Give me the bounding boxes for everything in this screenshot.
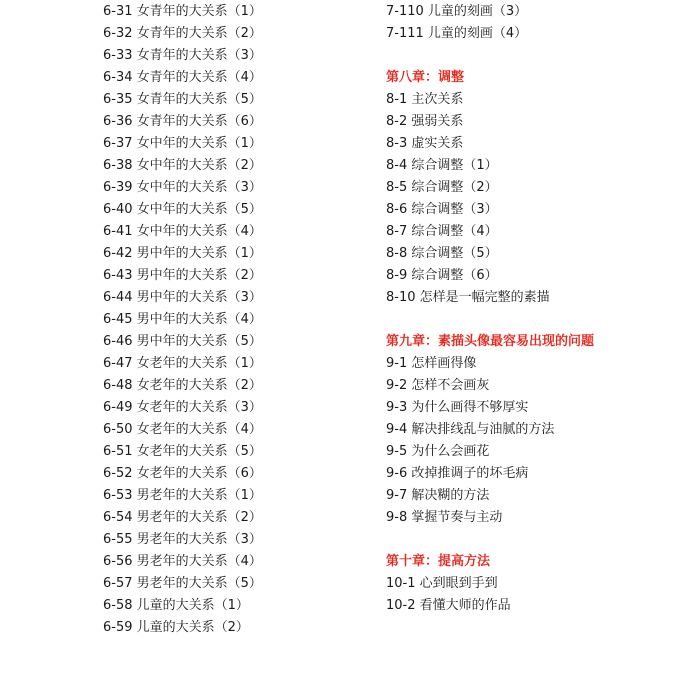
list-item: 9-6 改掉推调子的坏毛病 [386, 466, 529, 481]
list-item: 6-39 女中年的大关系（3） [103, 180, 262, 195]
list-item: 8-5 综合调整（2） [386, 180, 498, 195]
list-item: 7-110 儿童的刻画（3） [386, 4, 528, 19]
list-item: 6-38 女中年的大关系（2） [103, 158, 262, 173]
list-item: 9-5 为什么会画花 [386, 444, 490, 459]
list-item: 6-43 男中年的大关系（2） [103, 268, 262, 283]
list-item: 8-2 强弱关系 [386, 114, 464, 129]
list-item: 6-32 女青年的大关系（2） [103, 26, 262, 41]
section-spacer [386, 45, 594, 67]
list-item: 8-1 主次关系 [386, 92, 464, 107]
list-item: 8-8 综合调整（5） [386, 246, 498, 261]
list-item: 9-8 掌握节奏与主动 [386, 510, 503, 525]
list-item: 6-49 女老年的大关系（3） [103, 400, 262, 415]
right-contents-column [386, 1, 594, 617]
list-item: 6-45 男中年的大关系（4） [103, 312, 262, 327]
list-item: 6-37 女中年的大关系（1） [103, 136, 262, 151]
list-item: 6-53 男老年的大关系（1） [103, 488, 262, 503]
list-item: 6-36 女青年的大关系（6） [103, 114, 262, 129]
list-item: 6-44 男中年的大关系（3） [103, 290, 262, 305]
list-item: 9-2 怎样不会画灰 [386, 378, 490, 393]
left-contents-column [103, 1, 262, 639]
list-item: 9-3 为什么画得不够厚实 [386, 400, 529, 415]
chapter-heading-10: 第十章：提高方法 [386, 554, 491, 569]
list-item: 6-34 女青年的大关系（4） [103, 70, 262, 85]
list-item: 6-50 女老年的大关系（4） [103, 422, 262, 437]
list-item: 8-4 综合调整（1） [386, 158, 498, 173]
list-item: 6-46 男中年的大关系（5） [103, 334, 262, 349]
section-spacer [386, 529, 594, 551]
list-item: 8-9 综合调整（6） [386, 268, 498, 283]
list-item: 6-58 儿童的大关系（1） [103, 598, 249, 613]
list-item: 9-1 怎样画得像 [386, 356, 477, 371]
list-item: 6-48 女老年的大关系（2） [103, 378, 262, 393]
list-item: 6-51 女老年的大关系（5） [103, 444, 262, 459]
list-item: 8-6 综合调整（3） [386, 202, 498, 217]
list-item: 6-57 男老年的大关系（5） [103, 576, 262, 591]
list-item: 6-31 女青年的大关系（1） [103, 4, 262, 19]
list-item: 9-4 解决排线乱与油腻的方法 [386, 422, 555, 437]
list-item: 6-52 女老年的大关系（6） [103, 466, 262, 481]
section-spacer [386, 309, 594, 331]
list-item: 8-7 综合调整（4） [386, 224, 498, 239]
chapter-heading-9: 第九章：素描头像最容易出现的问题 [386, 334, 595, 349]
list-item: 6-40 女中年的大关系（5） [103, 202, 262, 217]
chapter-heading-8: 第八章：调整 [386, 70, 465, 85]
list-item: 10-1 心到眼到手到 [386, 576, 498, 591]
list-item: 8-10 怎样是一幅完整的素描 [386, 290, 550, 305]
list-item: 6-42 男中年的大关系（1） [103, 246, 262, 261]
list-item: 7-111 儿童的刻画（4） [386, 26, 528, 41]
list-item: 6-41 女中年的大关系（4） [103, 224, 262, 239]
list-item: 6-54 男老年的大关系（2） [103, 510, 262, 525]
list-item: 10-2 看懂大师的作品 [386, 598, 511, 613]
list-item: 6-59 儿童的大关系（2） [103, 620, 249, 635]
list-item: 8-3 虚实关系 [386, 136, 464, 151]
list-item: 6-33 女青年的大关系（3） [103, 48, 262, 63]
list-item: 6-56 男老年的大关系（4） [103, 554, 262, 569]
list-item: 6-35 女青年的大关系（5） [103, 92, 262, 107]
list-item: 9-7 解决糊的方法 [386, 488, 490, 503]
list-item: 6-47 女老年的大关系（1） [103, 356, 262, 371]
list-item: 6-55 男老年的大关系（3） [103, 532, 262, 547]
